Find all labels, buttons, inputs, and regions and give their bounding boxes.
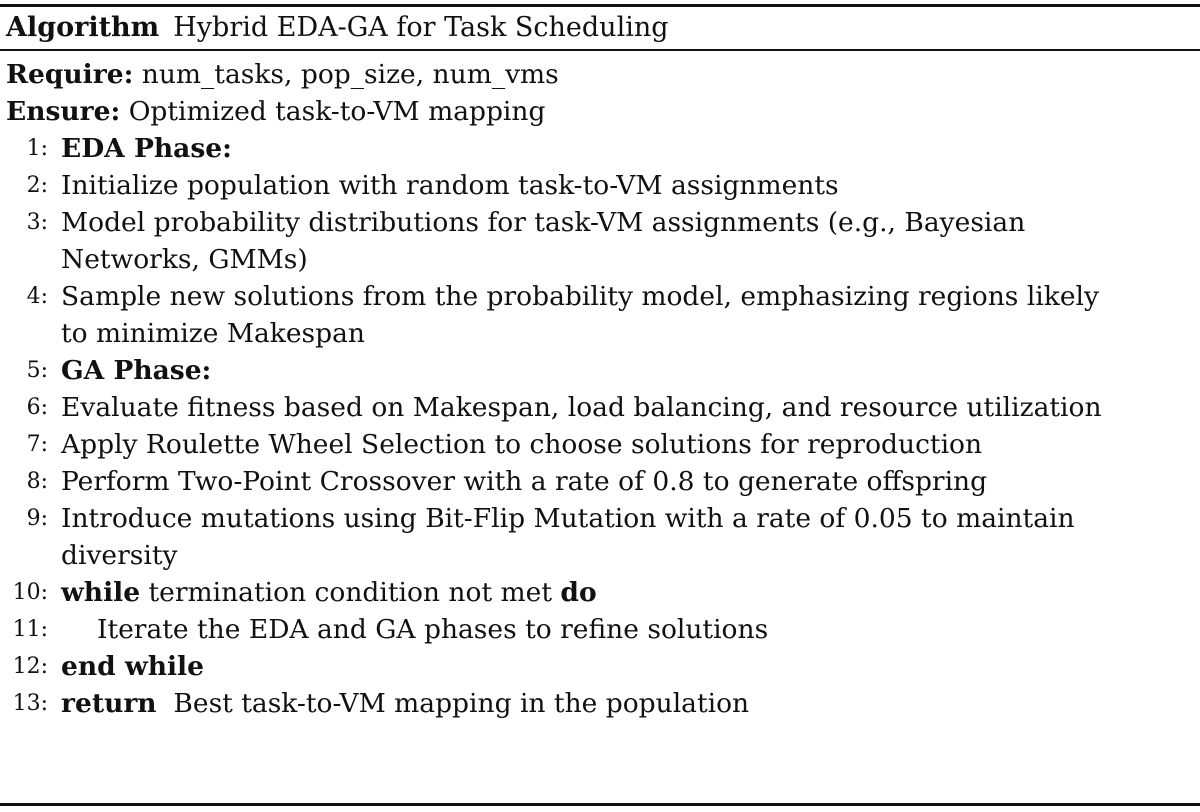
step-line bbox=[0, 389, 1200, 426]
step-line bbox=[0, 278, 1200, 315]
return-keyword: return bbox=[61, 688, 157, 719]
algorithm-body bbox=[0, 56, 1200, 722]
step-text: GA Phase: bbox=[61, 355, 212, 386]
ensure-text: Optimized task-to-VM mapping bbox=[128, 96, 546, 127]
end-while-keyword: end while bbox=[61, 651, 204, 682]
algorithm-keyword: Algorithm bbox=[6, 12, 160, 43]
step-text: Initialize population with random task-to-VM assignments bbox=[61, 170, 839, 201]
do-keyword: do bbox=[560, 577, 597, 608]
step-line bbox=[0, 426, 1200, 463]
step-continuation bbox=[0, 315, 1200, 352]
line-number: 6: bbox=[26, 395, 48, 420]
line-number: 2: bbox=[26, 173, 48, 198]
line-number: 7: bbox=[26, 432, 48, 457]
while-condition: termination condition not met bbox=[148, 577, 552, 608]
step-text: Sample new solutions from the probability model, emphasizing regions likely bbox=[61, 281, 1099, 312]
bottom-rule bbox=[0, 803, 1200, 806]
step-line bbox=[0, 204, 1200, 241]
return-statement bbox=[61, 685, 749, 722]
require-keyword: Require: bbox=[6, 59, 134, 90]
line-number: 4: bbox=[26, 284, 48, 309]
step-text-cont: to minimize Makespan bbox=[61, 318, 365, 349]
line-number: 11: bbox=[12, 617, 48, 642]
line-number: 13: bbox=[12, 691, 48, 716]
step-text: Model probability distributions for task-VM assignments (e.g., Bayesian bbox=[61, 207, 1026, 238]
step-line bbox=[0, 611, 1200, 648]
algorithm-title: Hybrid EDA-GA for Task Scheduling bbox=[173, 12, 669, 43]
line-number: 3: bbox=[26, 210, 48, 235]
header-rule bbox=[0, 49, 1200, 51]
step-line bbox=[0, 463, 1200, 500]
require-text: num_tasks, pop_size, num_vms bbox=[141, 59, 559, 90]
return-value: Best task-to-VM mapping in the population bbox=[173, 688, 750, 719]
line-number: 8: bbox=[26, 469, 48, 494]
top-rule bbox=[0, 4, 1200, 7]
step-text: Iterate the EDA and GA phases to refine solutions bbox=[97, 614, 769, 645]
step-line bbox=[0, 352, 1200, 389]
line-number: 10: bbox=[12, 580, 48, 605]
step-line bbox=[0, 685, 1200, 722]
ensure-keyword: Ensure: bbox=[6, 96, 121, 127]
algorithm-header bbox=[6, 8, 669, 48]
line-number: 9: bbox=[26, 506, 48, 531]
line-number: 12: bbox=[12, 654, 48, 679]
require-line bbox=[0, 56, 1200, 93]
step-text: Apply Roulette Wheel Selection to choose solutions for reproduction bbox=[61, 429, 983, 460]
step-text: EDA Phase: bbox=[61, 133, 232, 164]
step-line bbox=[0, 574, 1200, 611]
step-line bbox=[0, 500, 1200, 537]
line-number: 1: bbox=[26, 136, 48, 161]
step-line bbox=[0, 130, 1200, 167]
step-continuation bbox=[0, 241, 1200, 278]
line-number: 5: bbox=[26, 358, 48, 383]
step-text: Perform Two-Point Crossover with a rate of 0.8 to generate offspring bbox=[61, 466, 988, 497]
step-text: Evaluate fitness based on Makespan, load balancing, and resource utilization bbox=[61, 392, 1102, 423]
step-text: Introduce mutations using Bit-Flip Mutation with a rate of 0.05 to maintain bbox=[61, 503, 1075, 534]
step-continuation bbox=[0, 537, 1200, 574]
step-line bbox=[0, 167, 1200, 204]
while-statement bbox=[61, 574, 597, 611]
step-text-cont: Networks, GMMs) bbox=[61, 244, 308, 275]
step-text-cont: diversity bbox=[61, 540, 178, 571]
step-line bbox=[0, 648, 1200, 685]
ensure-line bbox=[0, 93, 1200, 130]
while-keyword: while bbox=[61, 577, 141, 608]
